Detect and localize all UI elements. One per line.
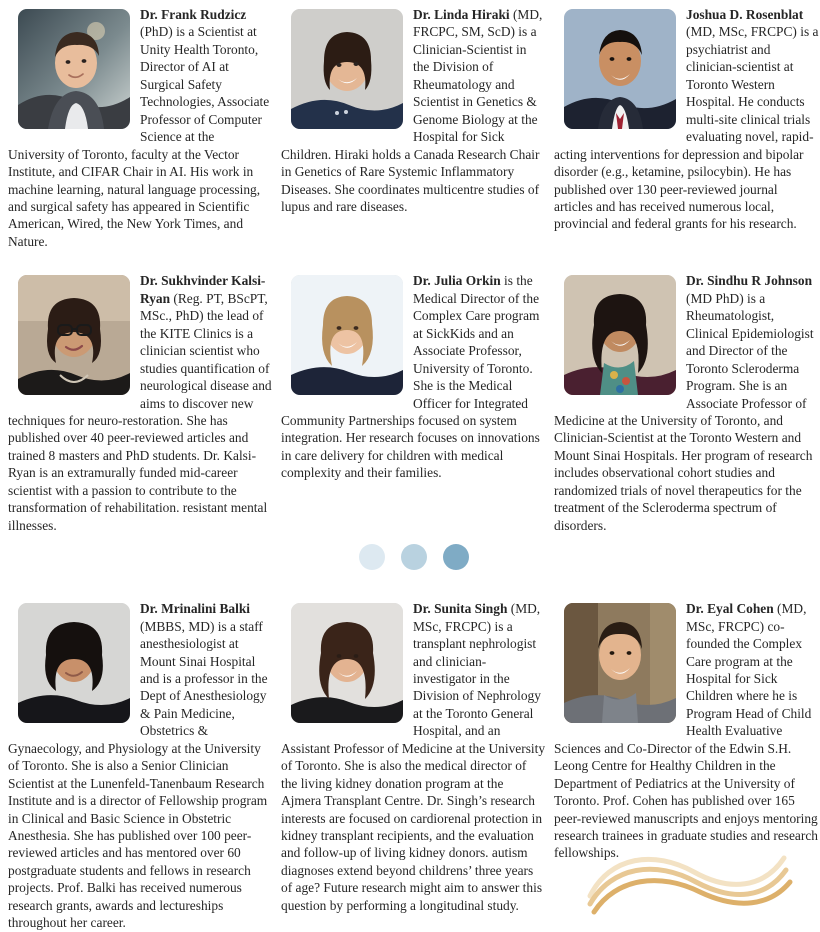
bio-card bbox=[554, 272, 819, 534]
bio-card bbox=[554, 600, 819, 932]
avatar bbox=[564, 603, 676, 723]
avatar bbox=[18, 9, 130, 129]
pagination-dot-3-active[interactable] bbox=[443, 544, 469, 570]
bio-description: (Reg. PT, BScPT, MSc., PhD) the lead of the KITE Clinics is a clinician scientist who studies quantification of neurological disease and aims to discover new techniques for neuro-restoration. She has published over 40 peer-reviewed articles and trained 8 masters and PhD students. Dr. Kalsi-Ryan is an extramurally funded mid-career scientist with a passion to contribute to the transformation of rehabilitation. resistant mental illnesses. bbox=[8, 290, 272, 533]
bio-name: Dr. Sukhvinder Kalsi-Ryan bbox=[140, 273, 266, 306]
bio-card bbox=[281, 600, 546, 932]
bio-grid bbox=[8, 4, 819, 932]
bio-description: (MD, FRCPC, SM, ScD) is a Clinician-Scientist in the Division of Rheumatology and Scientist in Genetics & Genome Biology at the Hospital for Sick Children. Hiraki holds a Canada Research Chair in Genetics of Rare Systemic Inflammatory Diseases. She coordinates multicentre studies of lupus and rare diseases. bbox=[281, 7, 543, 214]
bio-name: Joshua D. Rosenblat bbox=[686, 7, 804, 22]
avatar bbox=[564, 275, 676, 395]
avatar bbox=[291, 603, 403, 723]
bio-name: Dr. Frank Rudzicz bbox=[140, 7, 247, 22]
carousel-page-indicator[interactable] bbox=[281, 540, 546, 574]
bio-card bbox=[8, 600, 273, 932]
pagination-dot-2[interactable] bbox=[401, 544, 427, 570]
bio-description: is the Medical Director of the Complex Care program at SickKids and an Associate Professor, University of Toronto. She is the Medical Officer for Integrated Community Partnerships focused on system integration. Her research focuses on innovations in care delivery for children with medical complexity and their families. bbox=[281, 273, 540, 481]
avatar bbox=[291, 275, 403, 395]
row-spacer bbox=[8, 250, 819, 272]
pagination-dot-1[interactable] bbox=[359, 544, 385, 570]
bio-card bbox=[8, 4, 273, 250]
avatar bbox=[18, 275, 130, 395]
bio-name: Dr. Sunita Singh bbox=[413, 601, 508, 617]
bio-card bbox=[554, 4, 819, 250]
bio-card bbox=[281, 272, 546, 534]
bio-name: Dr. Mrinalini Balki bbox=[140, 601, 250, 617]
bio-name: Dr. Julia Orkin bbox=[413, 273, 501, 289]
bio-name: Dr. Eyal Cohen bbox=[686, 601, 774, 617]
bio-description: (MD, MSc, FRCPC) is a transplant nephrologist and clinician-investigator in the Division of Nephrology at the Toronto General Hospital, and an Assistant Professor of Medicine at the University of Toronto. She is also the medical director of the living kidney donation program at the Ajmera Transplant Centre. Dr. Singh’s research interests are focused on cardiorenal protection in kidney transplant recipients, and the evaluation and follow-up of living kidney donors. autism diagnoses extend beyond childrens’ three years of age? Future research might aim to answer this question by performing a longitudinal study. bbox=[281, 601, 546, 913]
bio-description: (MBBS, MD) is a staff anesthesiologist at Mount Sinai Hospital and is a professor in the Dept of Anesthesiology & Pain Medicine, Obstetrics & Gynaecology, and Physiology at the University of Toronto. She is also a Senior Clinician Scientist at the Lunenfeld-Tanenbaum Research Institute and is a director of Fellowship program in Clinical and Basic Science in Obstetric Anesthesia. She has published over 100 peer-reviewed articles and has mentored over 60 postgraduate students and fellows in research projects. Prof. Balki has received numerous research grants, awards and lectureships throughout her career. bbox=[8, 618, 268, 931]
bio-description: (MD, MSc, FRCPC) co-founded the Complex Care program at the Hospital for Sick Children where he is Program Head of Child Health Evaluative Sciences and Co-Director of the Edwin S.H. Leong Centre for Healthy Children in the Department of Pediatrics at the University of Toronto. Prof. Cohen has published over 165 peer-reviewed manuscripts and enjoys mentoring research trainees in graduate studies and research fellowships. bbox=[554, 601, 818, 861]
bio-description: (PhD) is a Scientist at Unity Health Toronto, Director of AI at Surgical Safety Technologies, Associate Professor of Computer Science at the University of Toronto, faculty at the Vector Institute, and CIFAR Chair in AI. His work in machine learning, natural language processing, and surgical safety has appeared in Scientific American, Wired, the New York Times, and Nature. bbox=[8, 24, 270, 249]
avatar bbox=[18, 603, 130, 723]
bio-card bbox=[281, 4, 546, 250]
bio-description: (MD, MSc, FRCPC) is a psychiatrist and clinician-scientist at Toronto Western Hospital. He conducts multi-site clinical trials evaluating novel, rapid-acting interventions for depression and bipolar disorder (e.g., ketamine, psilocybin). He has published over 130 peer-reviewed journal articles and has received numerous local, provincial and federal grants for his research. bbox=[554, 24, 819, 232]
avatar bbox=[564, 9, 676, 129]
row-spacer bbox=[8, 574, 819, 600]
bio-name: Dr. Linda Hiraki bbox=[413, 7, 510, 22]
bio-name: Dr. Sindhu R Johnson bbox=[686, 273, 813, 289]
bio-description: (MD PhD) is a Rheumatologist, Clinical Epidemiologist and Director of the Toronto Scleroderma Program. She is an Associate Professor of Medicine at the University of Toronto, and Clinician-Scientist at the Toronto Western and Mount Sinai Hospitals. Her program of research includes observational cohort studies and randomized trials of novel therapeutics for the treatment of the Scleroderma spectrum of disorders. bbox=[554, 290, 814, 533]
avatar bbox=[291, 9, 403, 129]
bio-card bbox=[8, 272, 273, 534]
